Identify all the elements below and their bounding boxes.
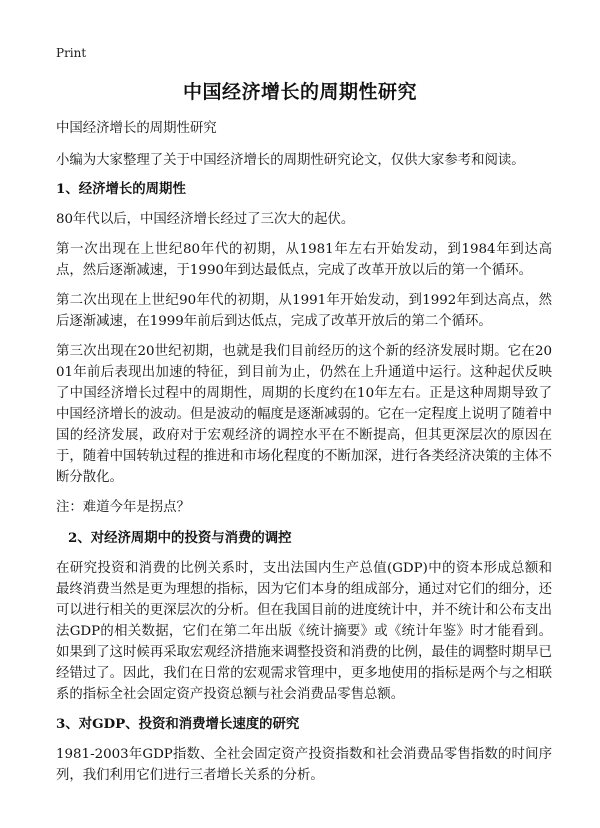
section-2-paragraph: 在研究投资和消费的比例关系时，支出法国内生产总值(GDP)中的资本形成总额和最终消费当然是更为理想的指标，因为它们本身的组成部分，通过对它们的细分，还可以进行相关的更深层次的分析。但在我国目前的进度统计中，并不统计和公布支出法GDP的相关数据，它们在第二年出版《统计摘要》或《统计年鉴》时才能看到。如果到了这时候再采取宏观经济措施来调整投资和消费的比例，最佳的调整时期早已经错过了。因此，我们在日常的宏观需求管理中，更多地使用的指标是两个与之相联系的指标全社会固定资产投资总额与社会消费品零售总额。 <box>56 561 552 702</box>
section-1-paragraph: 第三次出现在20世纪初期，也就是我们目前经历的这个新的经济发展时期。它在2001年前后表现出加速的特征，到目前为止，仍然在上升通道中运行。这种起伏反映了中国经济增长过程中的周期性，周期的长度约在10年左右。正是这种周期导致了中国经济增长的波动。但是波动的幅度是逐渐减弱的。它在一定程度上说明了随着中国的经济发展，政府对于宏观经济的调控水平在不断提高，但其更深层次的原因在于，随着中国转轨过程的推进和市场化程度的不断加深，进行各类经济决策的主体不断分散化。 <box>56 344 552 485</box>
print-label: Print <box>56 46 87 60</box>
intro-paragraph: 小编为大家整理了关于中国经济增长的周期性研究论文，仅供大家参考和阅读。 <box>56 153 525 168</box>
section-3-heading: 3、对GDP、投资和消费增长速度的研究 <box>56 716 300 732</box>
section-1-heading: 1、经济增长的周期性 <box>56 181 186 197</box>
document-body <box>56 118 552 795</box>
document-title: 中国经济增长的周期性研究 <box>182 81 417 103</box>
section-1-paragraph: 第一次出现在上世纪80年代的初期，从1981年左右开始发动，到1984年到达高点，然后逐渐减速，于1990年到达最低点，完成了改革开放以后的第一个循环。 <box>56 242 552 278</box>
section-2-heading: 2、对经济周期中的投资与消费的调控 <box>68 530 292 546</box>
section-3-paragraph: 1981-2003年GDP指数、全社会固定资产投资指数和社会消费品零售指数的时间序列，我们利用它们进行三者增长关系的分析。 <box>56 747 552 783</box>
document-subtitle: 中国经济增长的周期性研究 <box>56 121 217 136</box>
section-1-paragraph: 第二次出现在上世纪90年代的初期，从1991年开始发动，到1992年到达高点，然后逐渐减速，在1999年前后到达低点，完成了改革开放后的第二个循环。 <box>56 293 552 329</box>
section-1-note: 注：难道今年是拐点？ <box>56 500 190 515</box>
section-1-paragraph: 80年代以后，中国经济增长经过了三次大的起伏。 <box>56 212 355 227</box>
